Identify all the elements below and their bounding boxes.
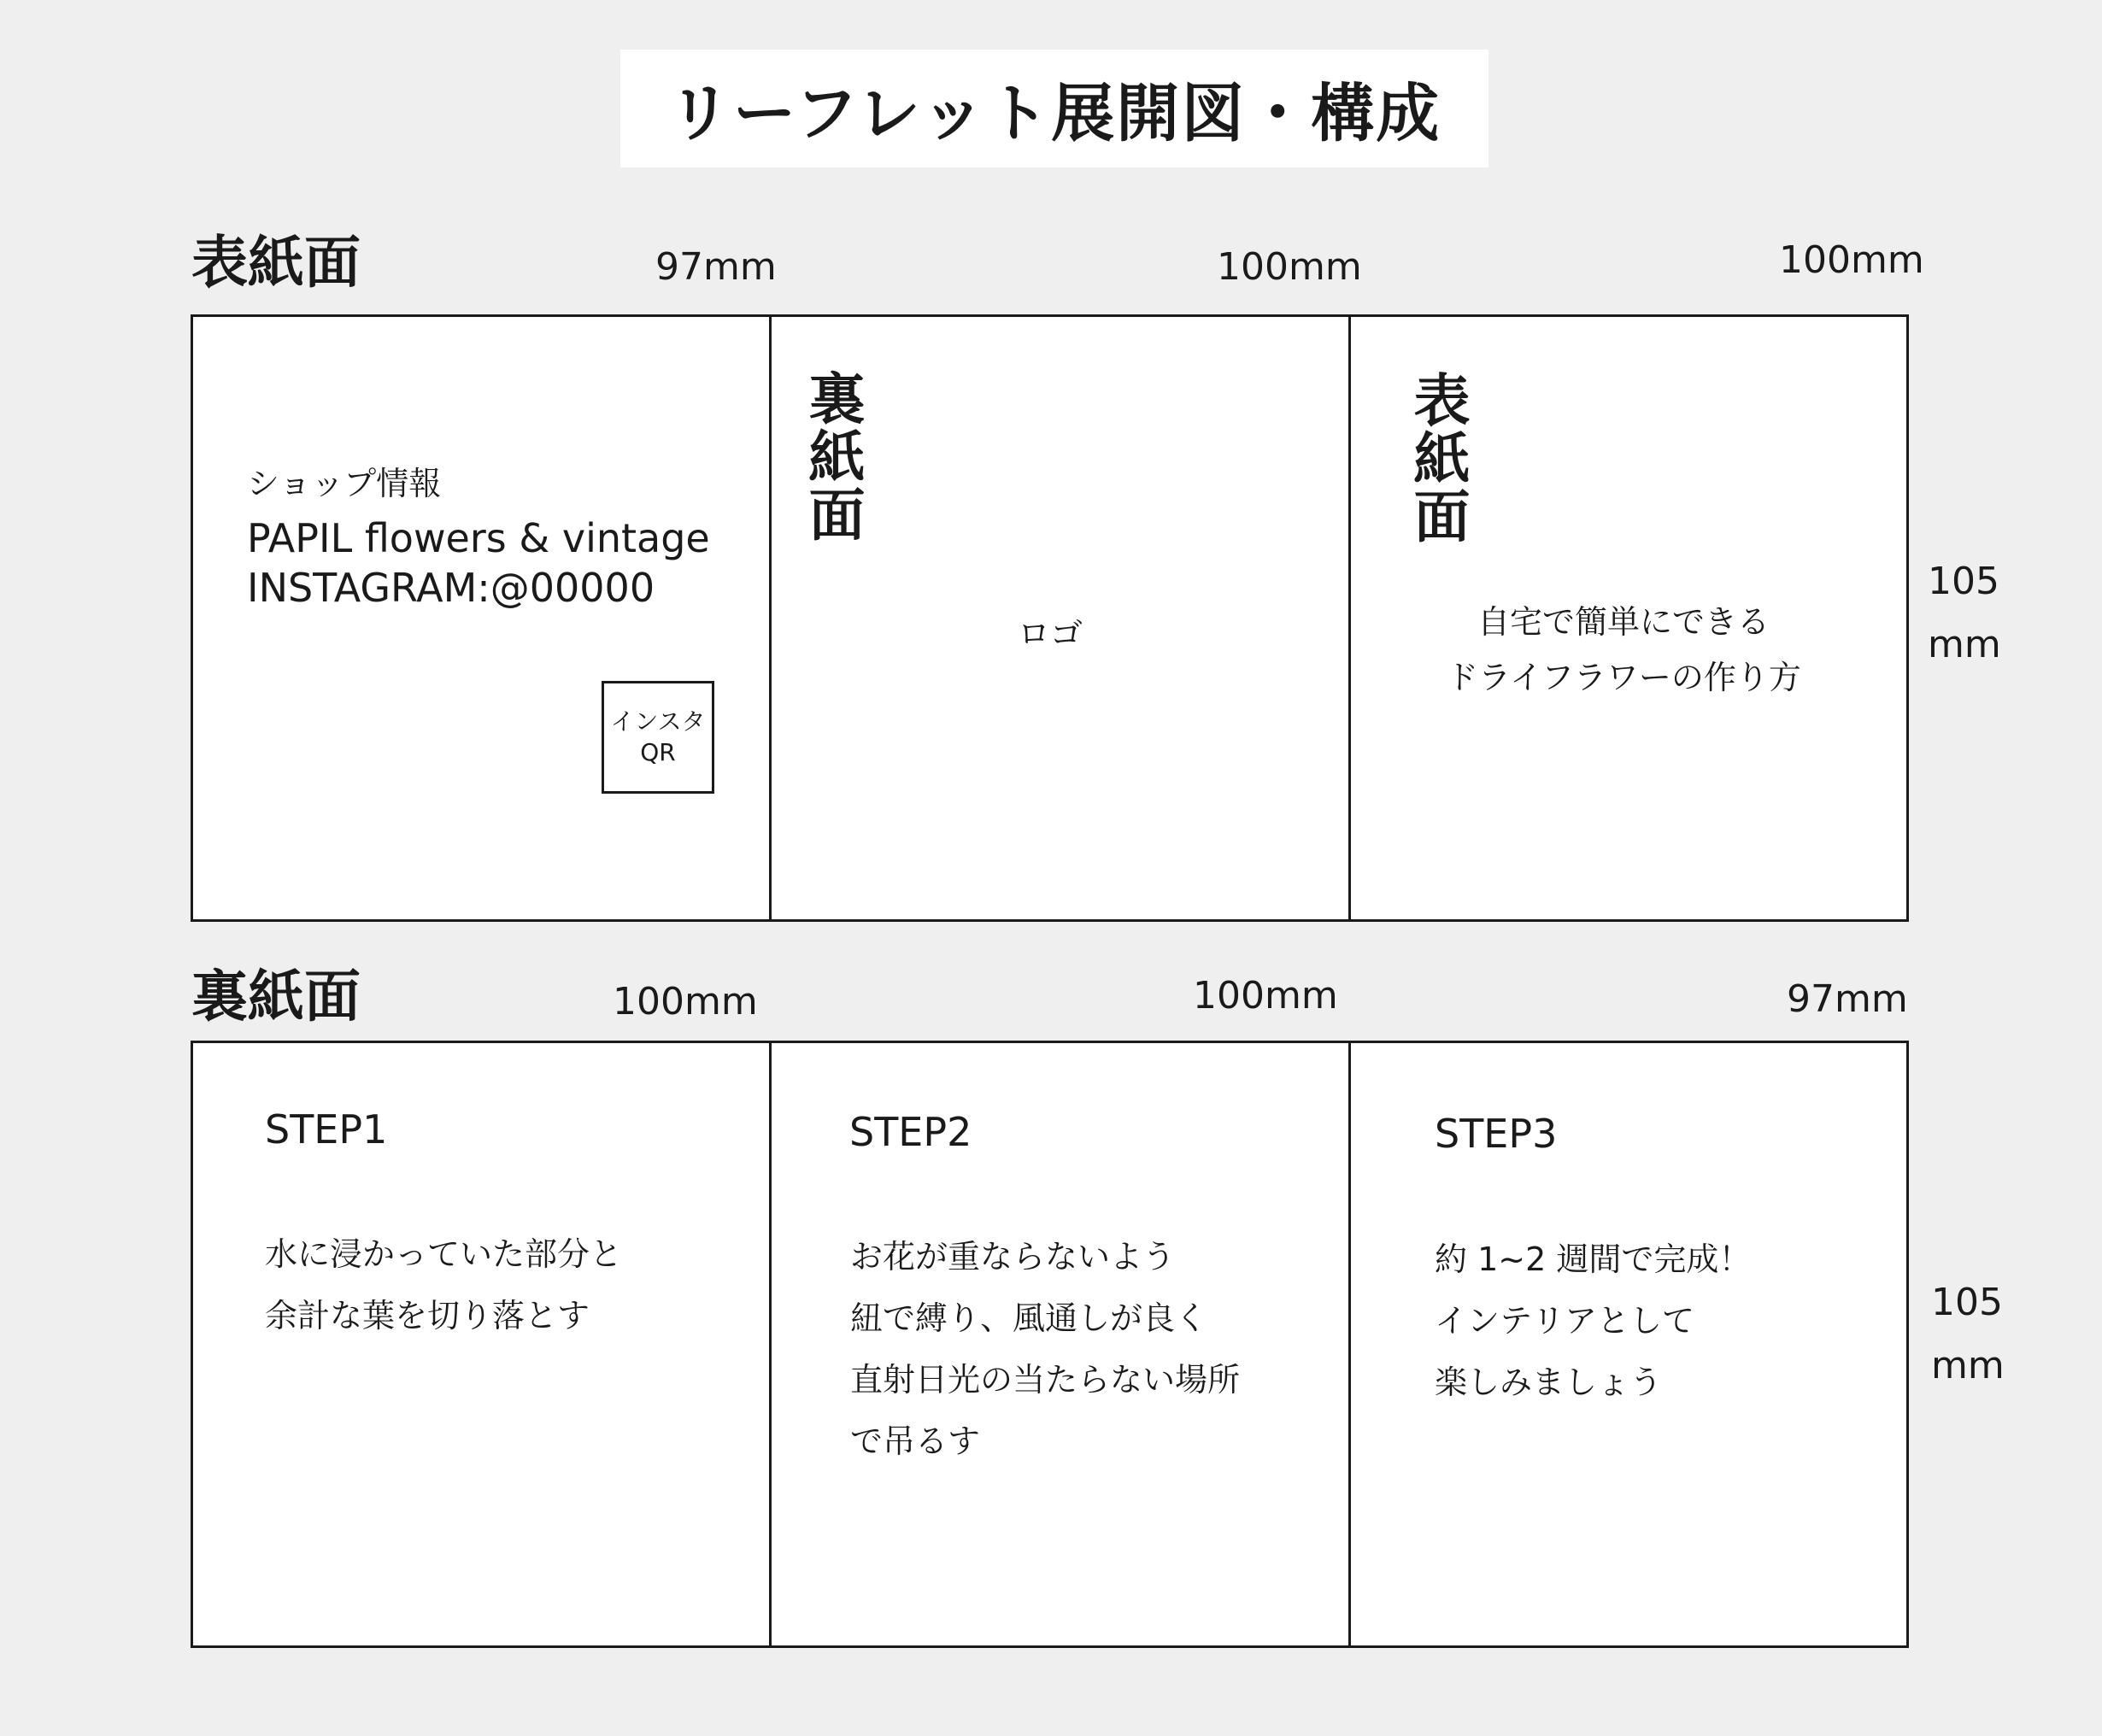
- page-title: リーフレット展開図・構成: [667, 77, 1441, 150]
- step1-label: STEP1: [265, 1106, 388, 1152]
- back-height-value: 105: [1931, 1281, 2003, 1324]
- back-fold-1: [769, 1043, 772, 1645]
- shop-name: PAPIL flowers & vintage: [247, 515, 710, 561]
- shop-info-text: [247, 513, 710, 613]
- front-height-unit: mm: [1928, 623, 2001, 666]
- step2-text: [850, 1226, 1240, 1472]
- step1-text: [265, 1223, 622, 1346]
- back-fold-2: [1348, 1043, 1351, 1645]
- step2-label: STEP2: [849, 1109, 972, 1155]
- step2-line2: 紐で縛り、風通しが良く: [850, 1299, 1208, 1337]
- step3-label: STEP3: [1435, 1111, 1558, 1157]
- front-side-label: 表紙面: [191, 230, 361, 296]
- step1-line2: 余計な葉を切り落とす: [265, 1297, 590, 1334]
- back-height: [1931, 1271, 2005, 1398]
- step2-line4: で吊るす: [850, 1422, 981, 1460]
- back-width-3: 97mm: [1787, 977, 1908, 1021]
- logo-placeholder: ロゴ: [1018, 615, 1083, 653]
- front-height: [1928, 550, 2001, 677]
- back-side-label: 裏紙面: [191, 964, 361, 1029]
- cover-subtitle: [1423, 595, 1824, 706]
- back-height-unit: mm: [1931, 1344, 2005, 1387]
- step3-line1: 約 1~2 週間で完成！: [1435, 1240, 1752, 1278]
- back-width-1: 100mm: [613, 980, 758, 1023]
- step2-line1: お花が重ならないよう: [850, 1238, 1176, 1276]
- shop-info-heading: ショップ情報: [247, 465, 442, 502]
- back-cover-vertical-title: 裏紙面: [799, 369, 865, 543]
- step2-line3: 直射日光の当たらない場所: [850, 1361, 1241, 1399]
- front-cover-vertical-title: 表紙面: [1404, 371, 1470, 545]
- front-width-1: 97mm: [655, 245, 777, 289]
- step3-line2: インテリアとして: [1435, 1302, 1695, 1340]
- step3-line3: 楽しみましょう: [1435, 1364, 1663, 1401]
- back-width-2: 100mm: [1193, 974, 1338, 1018]
- cover-subtitle-line1: 自宅で簡単にできる: [1477, 603, 1770, 641]
- shop-instagram: INSTAGRAM:@00000: [247, 565, 655, 611]
- front-height-value: 105: [1928, 560, 1999, 603]
- front-fold-1: [769, 317, 772, 919]
- step1-line1: 水に浸かっていた部分と: [265, 1235, 623, 1273]
- front-width-3: 100mm: [1779, 238, 1924, 282]
- title-box: [620, 50, 1488, 167]
- front-fold-2: [1348, 317, 1351, 919]
- qr-label-line1: インスタ: [610, 707, 706, 736]
- qr-label-line2: QR: [640, 738, 676, 766]
- instagram-qr-placeholder: [602, 681, 714, 794]
- cover-subtitle-line2: ドライフラワーの作り方: [1446, 659, 1801, 696]
- step3-text: [1435, 1229, 1751, 1413]
- front-width-2: 100mm: [1217, 245, 1362, 289]
